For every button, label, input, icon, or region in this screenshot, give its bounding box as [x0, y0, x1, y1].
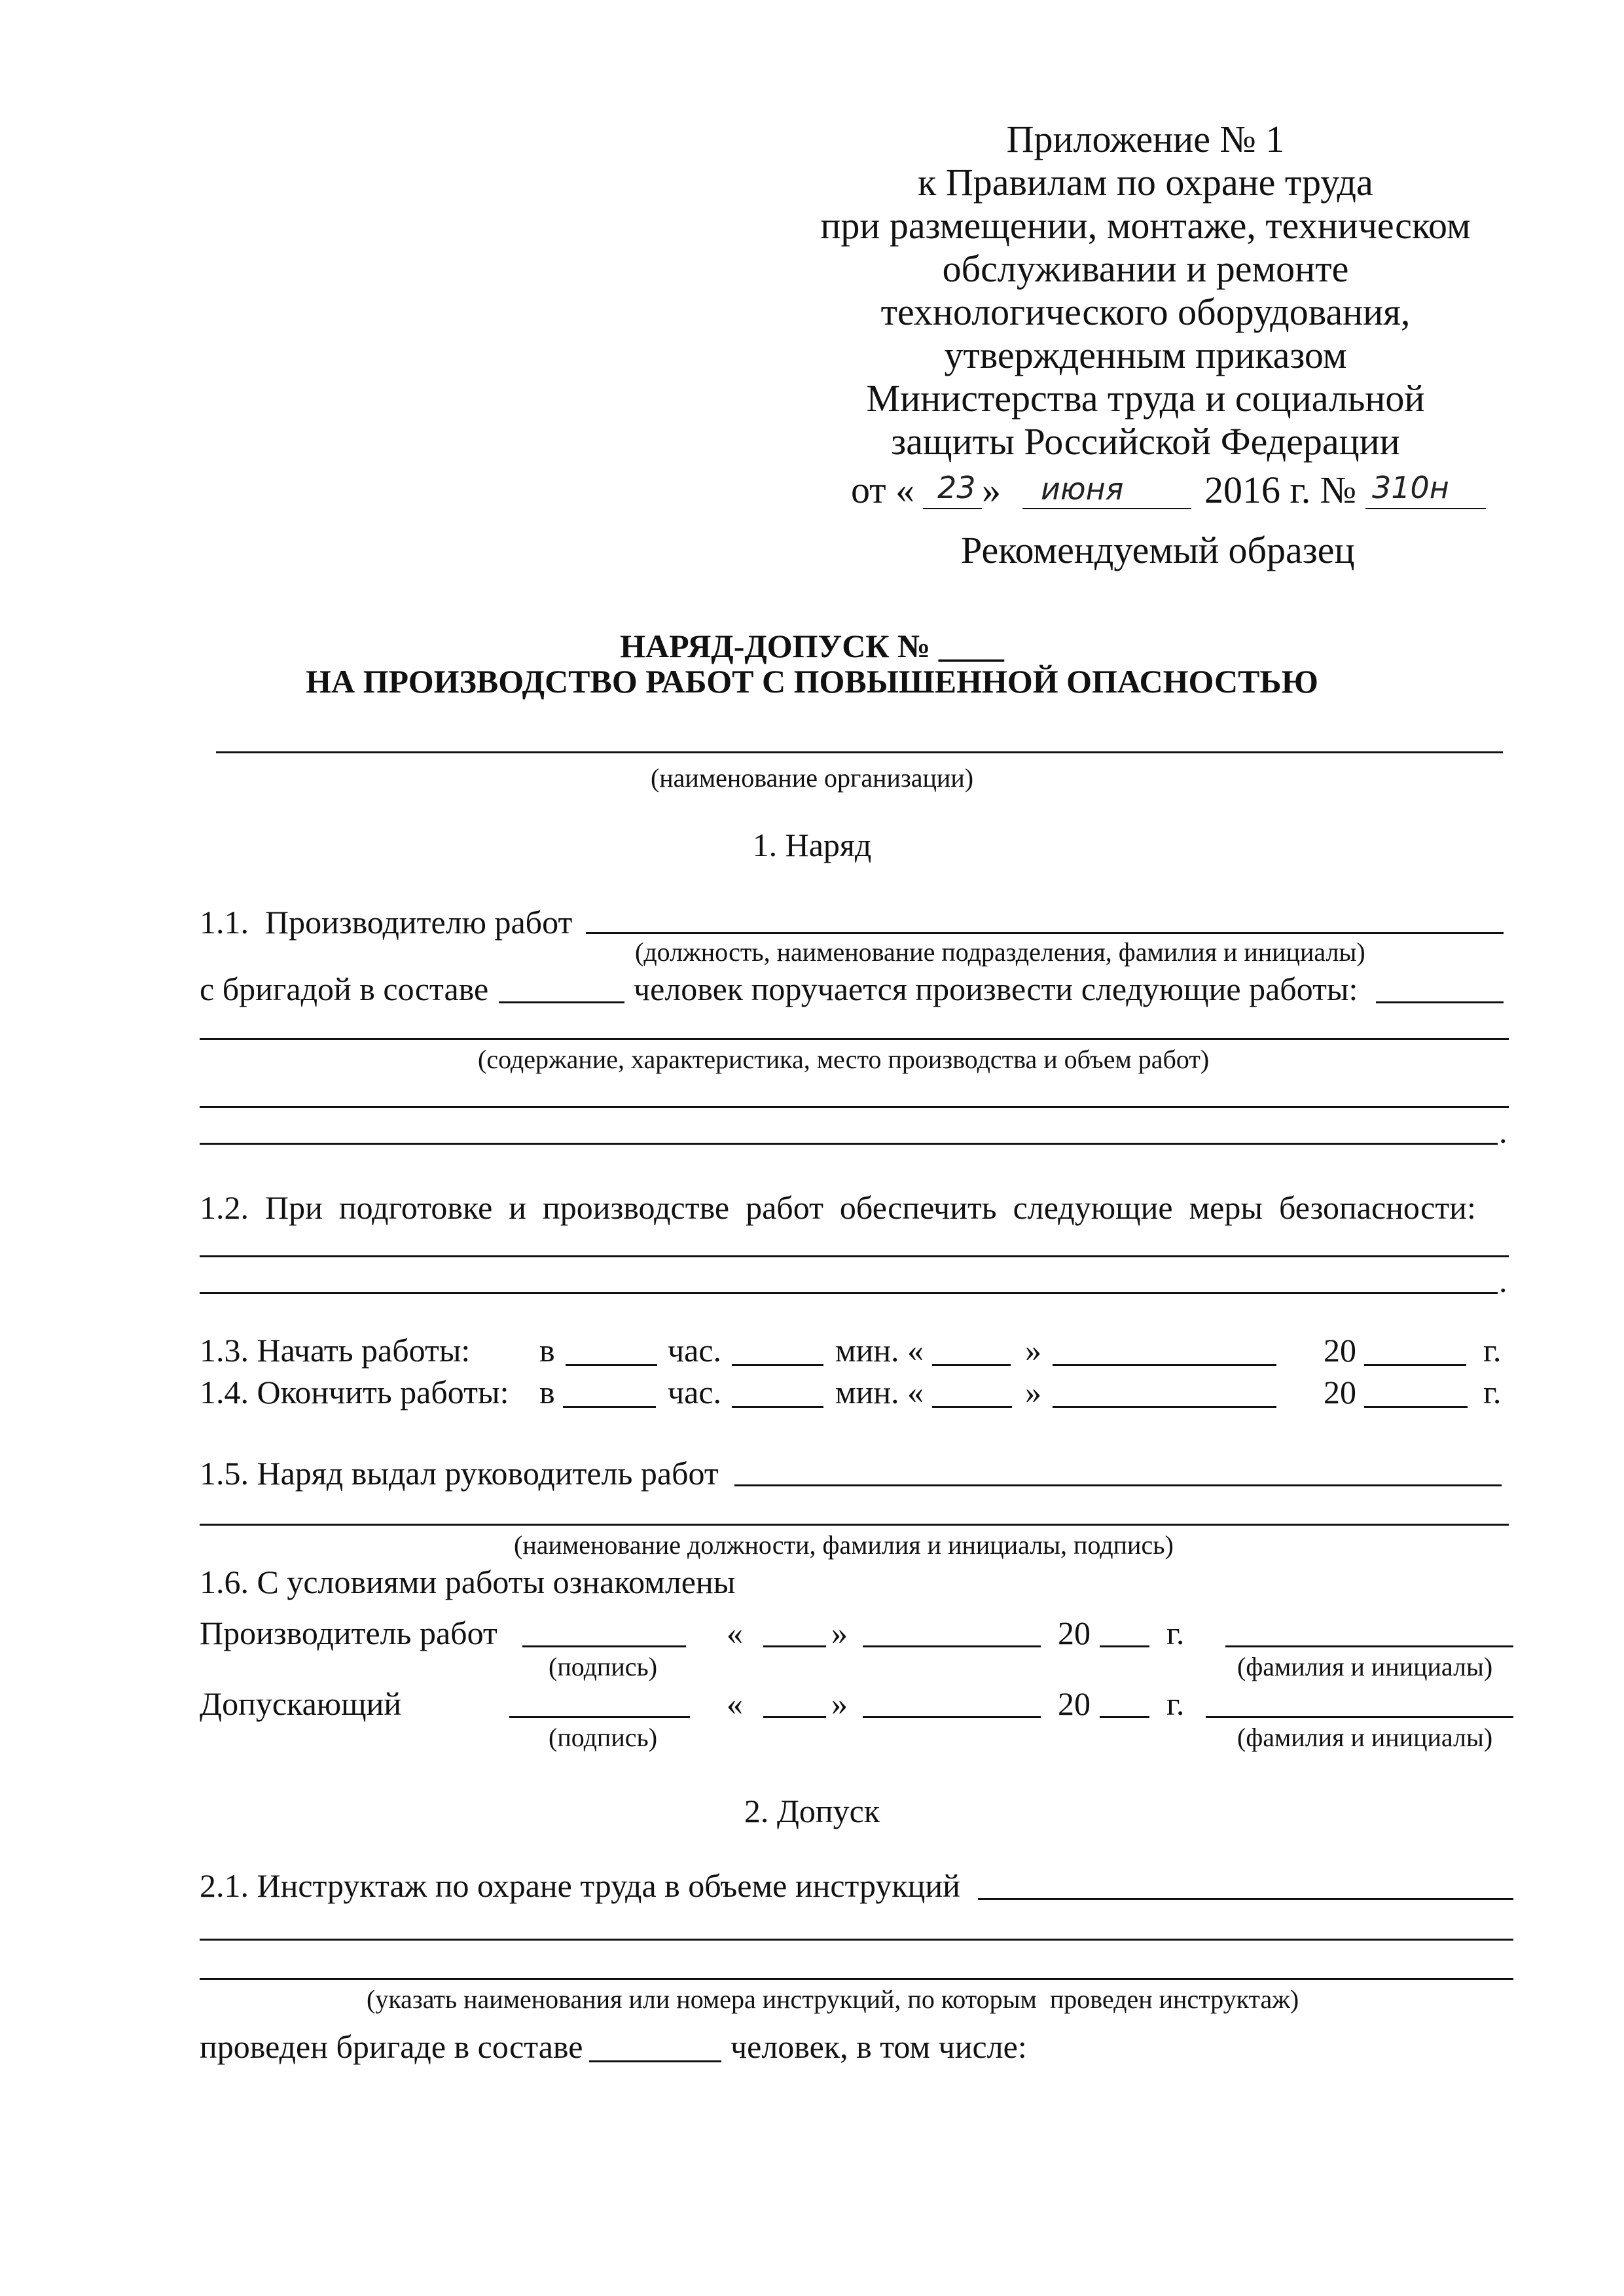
- producer-year-field[interactable]: [1100, 1645, 1149, 1647]
- date-year: 2016 г. №: [1204, 469, 1357, 511]
- approval-line: технологического оборудования,: [880, 291, 1411, 333]
- instructions-field[interactable]: [200, 1978, 1513, 1980]
- hours-text: час.: [668, 1332, 722, 1369]
- start-day-field[interactable]: [932, 1364, 1011, 1366]
- item-2-1-caption: (указать наименования или номера инструкций, по которым проведен инструктаж): [367, 1984, 1299, 2014]
- item-1-6-label: 1.6. С условиями работы ознакомлены: [200, 1564, 736, 1600]
- briefing-brigade-text: проведен бригаде в составе: [200, 2028, 583, 2065]
- admitter-day-field[interactable]: [763, 1716, 826, 1718]
- close-quote: »: [1025, 1332, 1041, 1369]
- handwritten-month: июня: [1041, 471, 1124, 507]
- open-quote: «: [727, 1685, 743, 1722]
- instructions-field[interactable]: [978, 1898, 1513, 1900]
- signature-caption: (подпись): [549, 1723, 658, 1752]
- item-1-1-label: 1.1. Производителю работ: [200, 904, 573, 941]
- sample-label: Рекомендуемый образец: [961, 529, 1355, 571]
- work-manager-field[interactable]: [200, 1524, 1509, 1526]
- year-text: г.: [1483, 1332, 1502, 1369]
- approval-line: при размещении, монтаже, техническом: [820, 204, 1471, 247]
- close-quote: »: [831, 1685, 848, 1722]
- year-text: г.: [1166, 1685, 1185, 1722]
- role-label: Производитель работ: [200, 1615, 497, 1651]
- section-2-heading: 2. Допуск: [744, 1793, 880, 1829]
- date-prefix: от «: [851, 469, 915, 511]
- title-line-1: НАРЯД-ДОПУСК № ____: [620, 628, 1004, 664]
- admitter-year-field[interactable]: [1100, 1716, 1149, 1718]
- safety-measures-field[interactable]: [200, 1255, 1509, 1257]
- in-text: в: [539, 1332, 555, 1369]
- role-label: Допускающий: [200, 1685, 402, 1722]
- work-description-field[interactable]: [200, 1143, 1498, 1145]
- item-1-1-caption-2: (содержание, характеристика, место производства и объем работ): [478, 1045, 1210, 1074]
- work-manager-field[interactable]: [734, 1484, 1502, 1486]
- title-line-2: НА ПРОИЗВОДСТВО РАБОТ С ПОВЫШЕННОЙ ОПАСНОСТЬЮ: [306, 663, 1318, 700]
- item-1-5-label: 1.5. Наряд выдал руководитель работ: [200, 1455, 719, 1492]
- briefing-including-text: человек, в том числе:: [731, 2028, 1027, 2065]
- work-field-start[interactable]: [1376, 1001, 1504, 1003]
- approval-line: защиты Российской Федерации: [891, 420, 1400, 463]
- close-quote: »: [831, 1615, 848, 1651]
- open-quote: «: [727, 1615, 743, 1651]
- end-mark: .: [1499, 1113, 1507, 1150]
- century-text: 20: [1324, 1332, 1356, 1369]
- year-text: г.: [1483, 1374, 1502, 1410]
- end-year-field[interactable]: [1364, 1406, 1468, 1408]
- name-caption: (фамилия и инициалы): [1237, 1723, 1493, 1752]
- brigade-size-field[interactable]: [499, 1001, 624, 1003]
- admitter-name-field[interactable]: [1206, 1716, 1513, 1718]
- admitter-month-field[interactable]: [863, 1716, 1041, 1718]
- end-hour-field[interactable]: [563, 1406, 656, 1408]
- approval-line: обслуживании и ремонте: [942, 247, 1349, 290]
- handwritten-day: 23: [937, 470, 976, 505]
- signature-caption: (подпись): [549, 1652, 658, 1681]
- briefing-brigade-size-field[interactable]: [589, 2060, 721, 2062]
- start-month-field[interactable]: [1053, 1364, 1276, 1366]
- brigade-text: с бригадой в составе: [200, 971, 489, 1007]
- in-text: в: [539, 1374, 555, 1410]
- end-minute-field[interactable]: [732, 1406, 823, 1408]
- admitter-signature-field[interactable]: [509, 1716, 690, 1718]
- approval-line: Приложение № 1: [1006, 118, 1285, 160]
- assigned-work-text: человек поручается произвести следующие работы:: [634, 971, 1358, 1007]
- item-1-4-label: 1.4. Окончить работы:: [200, 1374, 509, 1410]
- close-quote: »: [1025, 1374, 1041, 1410]
- item-1-1-caption: (должность, наименование подразделения, фамилия и инициалы): [635, 937, 1365, 967]
- name-caption: (фамилия и инициалы): [1237, 1652, 1493, 1681]
- year-text: г.: [1166, 1615, 1185, 1651]
- start-hour-field[interactable]: [566, 1364, 657, 1366]
- century-text: 20: [1324, 1374, 1356, 1410]
- date-mid: »: [982, 469, 1001, 511]
- work-description-field[interactable]: [200, 1106, 1509, 1108]
- work-producer-field[interactable]: [586, 932, 1504, 934]
- minutes-text: мин. «: [835, 1332, 924, 1369]
- start-minute-field[interactable]: [732, 1364, 823, 1366]
- handwritten-order-number: 310н: [1372, 470, 1449, 505]
- approval-line: утвержденным приказом: [944, 334, 1347, 376]
- end-month-field[interactable]: [1053, 1406, 1276, 1408]
- hours-text: час.: [668, 1374, 722, 1410]
- start-year-field[interactable]: [1364, 1364, 1466, 1366]
- century-text: 20: [1058, 1685, 1091, 1722]
- approval-line: Министерства труда и социальной: [866, 377, 1425, 420]
- end-day-field[interactable]: [932, 1406, 1012, 1408]
- producer-name-field[interactable]: [1225, 1645, 1513, 1647]
- item-1-3-label: 1.3. Начать работы:: [200, 1332, 471, 1369]
- producer-day-field[interactable]: [763, 1645, 826, 1647]
- approval-block: [753, 118, 1538, 463]
- organization-caption: (наименование организации): [650, 763, 974, 793]
- end-mark: .: [1499, 1263, 1507, 1299]
- producer-signature-field[interactable]: [522, 1645, 686, 1647]
- approval-line: к Правилам по охране труда: [918, 161, 1373, 204]
- century-text: 20: [1058, 1615, 1091, 1651]
- minutes-text: мин. «: [835, 1374, 924, 1410]
- organization-field[interactable]: [216, 751, 1503, 753]
- instructions-field[interactable]: [200, 1939, 1513, 1941]
- work-description-field[interactable]: [200, 1038, 1509, 1040]
- item-1-5-caption: (наименование должности, фамилия и инициалы, подпись): [514, 1530, 1174, 1560]
- item-2-1-label: 2.1. Инструктаж по охране труда в объеме инструкций: [200, 1867, 960, 1904]
- safety-measures-field[interactable]: [200, 1292, 1498, 1294]
- item-1-2-label: 1.2. При подготовке и производстве работ обеспечить следующие меры безопасности:: [200, 1189, 1476, 1226]
- section-1-heading: 1. Наряд: [752, 827, 872, 863]
- producer-month-field[interactable]: [863, 1645, 1041, 1647]
